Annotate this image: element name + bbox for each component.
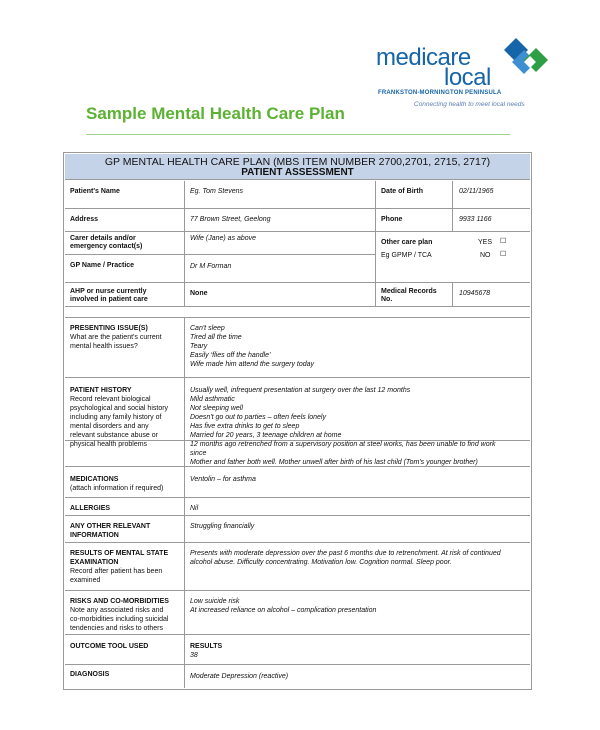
- mse-label-2: EXAMINATION: [70, 559, 119, 566]
- patient-name-label: Patient's Name: [70, 188, 120, 195]
- other-info-label-2: INFORMATION: [70, 532, 119, 539]
- history-item: Usually well, infrequent presentation at surgery over the last 12 months: [190, 387, 411, 394]
- row-divider: [65, 515, 530, 516]
- logo-subtitle: FRANKSTON-MORNINGTON PENINSULA: [378, 90, 502, 96]
- results-label: RESULTS: [190, 643, 223, 650]
- row-divider: [65, 590, 530, 591]
- other-care-plan-example: Eg GPMP / TCA: [381, 252, 432, 259]
- other-care-plan-label: Other care plan: [381, 239, 433, 246]
- address-label: Address: [70, 216, 99, 223]
- presenting-issues-hint: What are the patient's current: [70, 334, 162, 341]
- column-divider: [184, 181, 185, 306]
- row-divider: [65, 377, 530, 378]
- presenting-issue-item: Tired all the time: [190, 334, 242, 341]
- mse-value: Presents with moderate depression over the past 6 months due to retrenchment. At risk of continued: [190, 550, 501, 557]
- patient-history-hint: mental disorders and any: [70, 423, 149, 430]
- patient-history-hint: psychological and social history: [70, 405, 169, 412]
- medications-hint: (attach information if required): [70, 485, 164, 492]
- ahp-label: AHP or nurse currently: [70, 288, 147, 295]
- medical-records-label-2: No.: [381, 296, 393, 303]
- diagnosis-value: Moderate Depression (reactive): [190, 673, 289, 680]
- allergies-value: Nil: [190, 505, 199, 512]
- presenting-issues-label: PRESENTING ISSUE(S): [70, 325, 148, 332]
- presenting-issue-item: Wife made him attend the surgery today: [190, 361, 315, 368]
- risks-label: RISKS AND CO-MORBIDITIES: [70, 598, 169, 605]
- yes-checkbox[interactable]: ☐: [500, 238, 507, 245]
- ahp-value: None: [190, 290, 208, 297]
- history-item: Married for 20 years, 3 teenage children at home: [190, 432, 342, 439]
- diagnosis-label: DIAGNOSIS: [70, 671, 110, 678]
- mse-value-2: alcohol abuse. Difficulty concentrating. Motivation low. Cognition normal. Sleep poor.: [190, 559, 452, 566]
- row-divider: [65, 542, 530, 543]
- allergies-label: ALLERGIES: [70, 505, 111, 512]
- row-divider: [65, 254, 375, 255]
- medications-value: Ventolin – for asthma: [190, 476, 256, 483]
- presenting-issue-item: Can't sleep: [190, 325, 225, 332]
- column-divider: [452, 181, 453, 232]
- history-item: since: [190, 450, 207, 457]
- carer-label: Carer details and/or: [70, 235, 136, 242]
- risks-value-2: At increased reliance on alcohol – complication presentation: [190, 607, 377, 614]
- other-info-label: ANY OTHER RELEVANT: [70, 523, 151, 530]
- header-subtitle: PATIENT ASSESSMENT: [241, 167, 354, 178]
- column-divider: [375, 181, 376, 306]
- patient-history-hint: physical health problems: [70, 441, 148, 448]
- row-divider: [65, 306, 530, 307]
- history-item: Not sleeping well: [190, 405, 243, 412]
- yes-label: YES: [478, 239, 493, 246]
- mse-label: RESULTS OF MENTAL STATE: [70, 550, 169, 557]
- risks-hint-3: tendencies and risks to others: [70, 625, 163, 632]
- ahp-label-2: involved in patient care: [70, 296, 148, 303]
- carer-value: Wife (Jane) as above: [190, 235, 257, 242]
- patient-history-hint: Record relevant biological: [70, 396, 151, 403]
- medical-records-value: 10945678: [459, 290, 491, 297]
- row-divider: [65, 634, 530, 635]
- row-divider: [65, 317, 530, 318]
- dob-label: Date of Birth: [381, 188, 423, 195]
- page-title: Sample Mental Health Care Plan: [86, 104, 345, 123]
- history-item: Has five extra drinks to get to sleep: [190, 423, 300, 430]
- mse-hint: Record after patient has been: [70, 568, 163, 575]
- logo-word-medicare: medicare: [376, 44, 471, 71]
- other-info-value: Struggling financially: [190, 523, 255, 530]
- outcome-tool-label: OUTCOME TOOL USED: [70, 643, 149, 650]
- title-divider: [86, 134, 510, 135]
- history-item: Mild asthmatic: [190, 396, 235, 403]
- presenting-issue-item: Easily ‘flies off the handle’: [190, 352, 271, 359]
- dob-value: 02/11/1965: [459, 188, 494, 195]
- medical-records-label: Medical Records: [381, 288, 437, 295]
- patient-history-hint: relevant substance abuse or: [70, 432, 158, 439]
- column-divider: [452, 282, 453, 306]
- results-value: 38: [190, 652, 198, 659]
- carer-label-2: emergency contact(s): [70, 243, 143, 250]
- gp-label: GP Name / Practice: [70, 262, 135, 269]
- history-item: 12 months ago retrenched from a supervisory position at steel works, has been unable to find work: [190, 441, 496, 448]
- medications-label: MEDICATIONS: [70, 476, 119, 483]
- address-value: 77 Brown Street, Geelong: [190, 216, 271, 223]
- risks-hint: Note any associated risks and: [70, 607, 164, 614]
- history-item: Doesn't go out to parties – often feels lonely: [190, 414, 326, 421]
- risks-value: Low suicide risk: [190, 598, 240, 605]
- phone-value: 9933 1166: [459, 216, 492, 223]
- risks-hint-2: co-morbidities including suicidal: [70, 616, 169, 623]
- row-divider: [65, 282, 530, 283]
- gp-value: Dr M Forman: [190, 263, 232, 270]
- patient-history-hint: including any family history of: [70, 414, 162, 421]
- patient-history-label: PATIENT HISTORY: [70, 387, 132, 394]
- logo-word-local: local: [444, 64, 491, 91]
- column-divider: [184, 317, 185, 688]
- row-divider: [65, 664, 530, 665]
- header-title: GP MENTAL HEALTH CARE PLAN (MBS ITEM NUMBER 2700,2701, 2715, 2717): [104, 156, 491, 168]
- history-item: Mother and father both well. Mother unwell after birth of his last child (Tom's younger brother): [190, 459, 478, 466]
- no-checkbox[interactable]: ☐: [500, 251, 507, 258]
- row-divider: [65, 208, 530, 209]
- logo-tagline: Connecting health to meet local needs: [414, 101, 525, 108]
- no-label: NO: [480, 252, 491, 259]
- patient-name-value: Eg. Tom Stevens: [190, 188, 244, 195]
- medicare-local-logo-icon: [502, 36, 552, 86]
- row-divider: [65, 231, 530, 232]
- mse-hint-2: examined: [70, 577, 101, 584]
- row-divider: [65, 497, 530, 498]
- presenting-issues-hint-2: mental health issues?: [70, 343, 138, 350]
- presenting-issue-item: Teary: [190, 343, 208, 350]
- phone-label: Phone: [381, 216, 403, 223]
